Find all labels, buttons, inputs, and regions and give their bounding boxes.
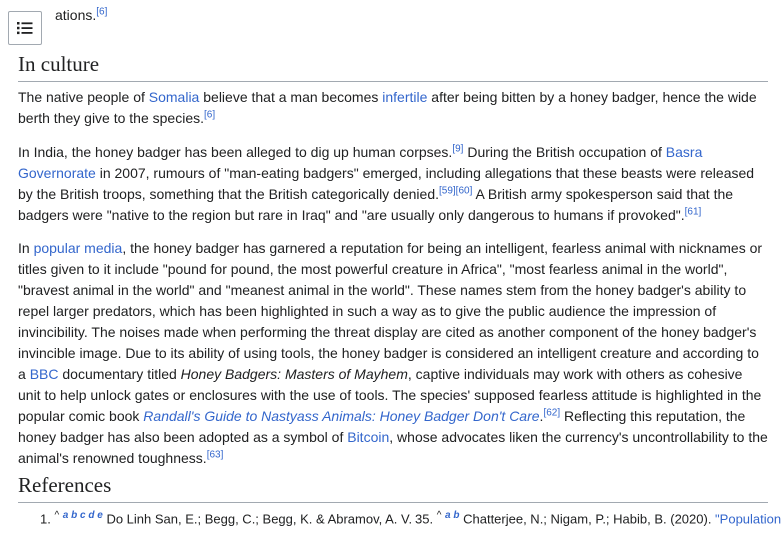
section-heading-references: References [18,471,768,503]
text: documentary titled [58,366,181,382]
table-of-contents-button[interactable] [8,11,42,45]
text: In [18,240,34,256]
section-heading-in-culture: In culture [18,50,768,82]
documentary-title: Honey Badgers: Masters of Mayhem [180,366,408,382]
text: In India, the honey badger has been alleged to dig up human corpses. [18,144,453,160]
link-popular-media[interactable]: popular media [33,240,123,256]
link-basra-governorate[interactable]: Basra Governorate [18,144,703,181]
text: A British army spokesperson said that the badgers were "native to the region but rare in Iraq" and "are usually only dangerous to humans if provoked". [18,186,734,223]
citation-6[interactable]: [6] [96,6,108,18]
citation-59-60[interactable]: [59][60] [439,185,473,197]
citation-61[interactable]: [61] [684,206,702,218]
link-randalls-guide[interactable]: Randall's Guide to Nastyass Animals: Honey Badger Don't Care [143,408,540,424]
citation-9[interactable]: [9] [452,143,464,155]
previous-paragraph-end [55,3,107,27]
text: During the British occupation of [463,144,666,160]
link-somalia[interactable]: Somalia [148,89,200,105]
previous-text: ations. [55,7,97,23]
link-bitcoin[interactable]: Bitcoin [347,429,390,445]
link-bbc[interactable]: BBC [29,366,59,382]
text: , captive individuals may work with others as cohesive unit to help unlock gates or enclosures with the use of tools. The species' supposed fearless attitude is highlighted in the popular comic book [18,366,762,424]
citation-63[interactable]: [63] [206,449,224,461]
reference-link[interactable]: "Population [715,511,781,527]
paragraph-popular-media [18,238,768,469]
backlink-letters[interactable]: a b c d e [62,510,103,521]
paragraph-somalia [18,87,768,129]
list-icon [17,21,33,35]
paragraph-india [18,142,768,226]
text: The native people of [18,89,149,105]
text: . [539,408,544,424]
text: believe that a man becomes [199,89,383,105]
reference-text: Do Linh San, E.; Begg, C.; Begg, K. & Abramov, A. V. [106,511,413,527]
citation-62[interactable]: [62] [543,407,561,419]
backlink-caret[interactable]: ^ [436,510,442,521]
reference-number: 35. [415,511,434,527]
text: after being bitten by a honey badger, hence the wide berth they give to the species. [18,89,757,126]
backlink-letters[interactable]: a b [445,510,460,521]
text: , the honey badger has garnered a reputation for being an intelligent, fearless animal with nicknames or titles given to it include "pound for pound, the most powerful creature in Africa", "most fearless animal in the world", "bravest animal in the world" and "meanest animal in the world". These names stem from the honey badger's ability to repel larger predators, which has been highlighted in such a way as to give the public audience the impression of invincibility. The noises made when performing the threat display are cited as another component of the honey badger's invincible image. Due to its ability of using tools, the honey badger is considered an intelligent creature and according to a [18,240,763,382]
reference-item [40,506,412,529]
text: in 2007, rumours of "man-eating badgers" emerged, including allegations that these beasts were released by the British troops, something that the British categorically denied. [18,165,755,202]
reference-text: Chatterjee, N.; Nigam, P.; Habib, B. (2020). [463,511,716,527]
link-infertile[interactable]: infertile [382,89,428,105]
text: , whose advocates liken the currency's uncontrollability to the animal's renowned toughness. [18,429,768,466]
reference-number: 1. [40,511,51,527]
backlink-caret[interactable]: ^ [54,510,60,521]
text: Reflecting this reputation, the honey badger has also been adopted as a symbol of [18,408,746,445]
citation-6[interactable]: [6] [204,109,216,121]
reference-item [415,506,781,529]
